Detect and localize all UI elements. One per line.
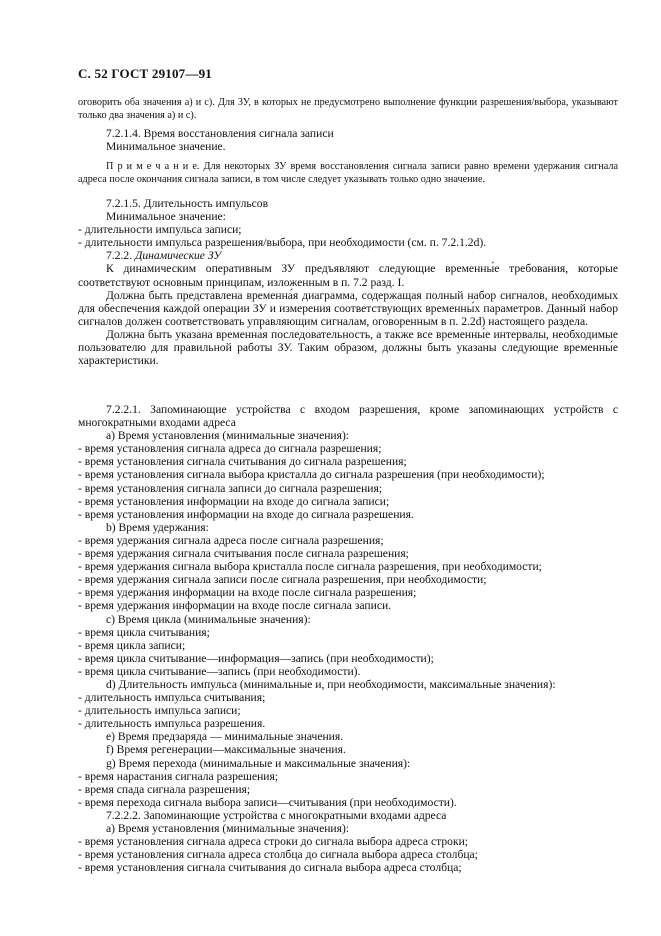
note-paragraph [78, 160, 618, 186]
list-item: - время перехода сигнала выбора записи—считывания (при необходимости). [78, 795, 457, 809]
list-item: - время удержания сигнала выбора кристалла после сигнала разрешения, при необходимости; [78, 560, 542, 574]
list-item: - время установления сигнала выбора кристалла до сигнала разрешения (при необходимости); [78, 468, 545, 482]
list-item: - длительность импульса разрешения. [78, 717, 266, 731]
list-item: - время удержания сигнала адреса после сигнала разрешения; [78, 533, 384, 547]
list-item: f) Время регенерации—максимальные значения. [106, 743, 346, 757]
section-number: 7.2.2. [106, 249, 135, 263]
line: Минимальное значение: [106, 210, 226, 224]
list-item: - длительность импульса записи; [78, 704, 241, 718]
list-item: a) Время установления (минимальные значения): [106, 429, 350, 443]
list-item: - время установления сигнала адреса строки до сигнала выбора адреса строки; [78, 835, 469, 849]
list-item: 7.2.2.1. Запоминающие устройства с входом разрешения, кроме запоминающих устройств с многократными входами адреса [78, 403, 618, 430]
list-item: - время установления сигнала считывания до сигнала выбора адреса столбца; [78, 861, 462, 875]
line: - длительности импульса записи; [78, 223, 242, 237]
paragraph: К динамическим оперативным ЗУ предъявляют следующие временны́е требования, которые соответствуют основным принципам, изложенным в п. 7.2 разд. I. [78, 262, 618, 289]
section-title: 7.2.1.4. Время восстановления сигнала записи [106, 127, 334, 140]
list-item: - длительность импульса считывания; [78, 691, 266, 705]
list-item: a) Время установления (минимальные значения): [106, 822, 350, 835]
line: - длительности импульса разрешения/выбора, при необходимости (см. п. 7.2.1.2d). [78, 236, 487, 250]
section-7-2-1-5 [78, 197, 618, 367]
list-item: - время удержания сигнала записи после сигнала разрешения, при необходимости; [78, 573, 487, 587]
list-item: - время удержания сигнала считывания после сигнала разрешения; [78, 547, 409, 561]
timing-list [78, 403, 618, 874]
section-7-2-1-4 [78, 127, 618, 153]
section-title: Динамические ЗУ [134, 249, 222, 263]
list-item: 7.2.2.2. Запоминающие устройства с многократными входами адреса [106, 808, 447, 822]
list-item: b) Время удержания: [106, 520, 209, 534]
list-item: - время установления сигнала адреса столбца до сигнала выбора адреса столбца; [78, 848, 478, 862]
list-item: - время установления сигнала считывания до сигнала разрешения; [78, 455, 407, 469]
note-text: Для некоторых ЗУ время восстановления сигнала записи равно времени удержания сигнала адреса после окончания сигнала записи, в том числе следует указывать только одно значение. [78, 161, 618, 185]
section-value: Минимальное значение. [106, 140, 226, 154]
list-item: - время установления информации на входе до сигнала разрешения. [78, 507, 414, 521]
list-item: d) Длительность импульса (минимальные и, при необходимости, максимальные значения): [106, 677, 556, 691]
paragraph: Должна быть представлена временна́я диаграмма, содержащая полный набор сигналов, необходимых для обеспечения каждой операции ЗУ и измерения соответствующих временны́х параметров. Данный набор сигналов должен соответствовать управляющим сигналам, оговоренным в п. 2.2d) настоящего раздела. [78, 288, 618, 328]
line: 7.2.1.5. Длительность импульсов [106, 197, 269, 210]
list-item: - время нарастания сигнала разрешения; [78, 769, 279, 783]
section-7-2-2-heading [78, 249, 618, 262]
list-item: - время цикла записи; [78, 638, 186, 652]
list-item: - время установления информации на входе до сигнала записи; [78, 494, 390, 508]
list-item: e) Время предзаряда — минимальные значения. [106, 730, 344, 744]
paragraph: Должна быть указана временна́я последовательность, а также все временны́е интервалы, необходимые пользователю для правильной работы ЗУ. Таким образом, должны быть указаны следующие временны́е характеристики. [78, 327, 618, 368]
list-item: - время цикла считывание—запись (при необходимости). [78, 664, 361, 678]
note-label: П р и м е ч а н и е. [106, 161, 200, 172]
list-item: - время цикла считывания; [78, 625, 210, 639]
list-item: g) Время перехода (минимальные и максимальные значения): [106, 756, 411, 770]
list-item: - время удержания информации на входе после сигнала записи. [78, 599, 392, 613]
list-item: - время спада сигнала разрешения; [78, 782, 251, 796]
list-item: c) Время цикла (минимальные значения): [106, 612, 311, 626]
list-item: - время установления сигнала записи до сигнала разрешения; [78, 481, 383, 495]
list-item: - время установления сигнала адреса до сигнала разрешения; [78, 442, 382, 456]
list-item: - время цикла считывание—информация—запись (при необходимости); [78, 651, 434, 665]
list-item: - время удержания информации на входе после сигнала разрешения; [78, 586, 417, 600]
page-header: С. 52 ГОСТ 29107—91 [78, 66, 212, 81]
top-note: оговорить оба значения а) и с). Для ЗУ, в которых не предусмотрено выполнение функции разрешения/выбора, указывают только два значения а) и с). [78, 97, 618, 121]
